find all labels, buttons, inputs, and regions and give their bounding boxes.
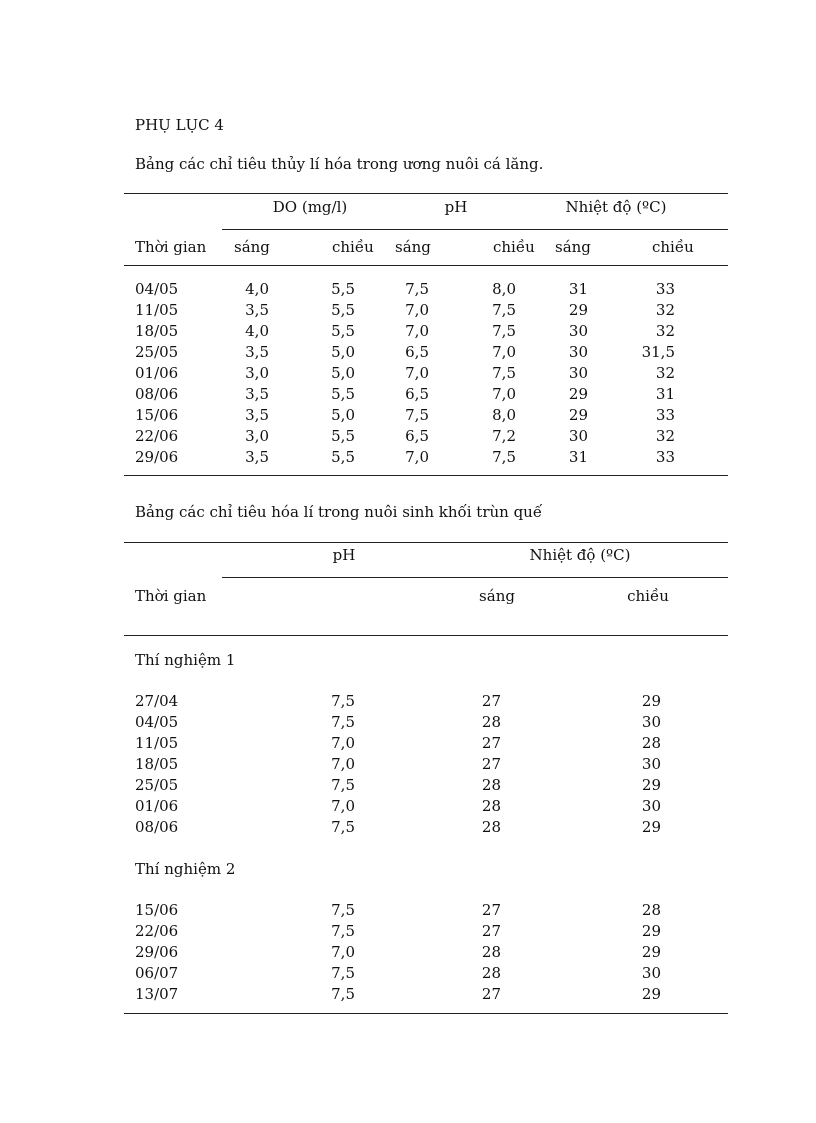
- table-row: [0, 985, 816, 1005]
- cell-date: 18/05: [135, 322, 179, 340]
- cell-temp-chieu: 29: [641, 943, 661, 961]
- table1-bottom-rule: [124, 475, 728, 476]
- cell-temp-sang: 29: [568, 406, 588, 424]
- cell-do-chieu: 5,0: [331, 364, 355, 382]
- table-row: [0, 776, 816, 796]
- cell-ph-chieu: 7,0: [492, 343, 516, 361]
- cell-ph-chieu: 8,0: [492, 280, 516, 298]
- cell-temp-chieu: 29: [641, 692, 661, 710]
- table2-header-ph: pH: [332, 546, 356, 564]
- cell-date: 22/06: [135, 922, 179, 940]
- table2-subheader-chieu: chiều: [627, 587, 669, 605]
- cell-ph: 7,5: [331, 713, 355, 731]
- cell-do-chieu: 5,0: [331, 406, 355, 424]
- table1-header-temp: Nhiệt độ (ºC): [565, 198, 667, 216]
- table1-header-rule: [124, 265, 728, 266]
- appendix-heading: PHỤ LỤC 4: [135, 116, 224, 134]
- table1-subheader-ph-sang: sáng: [395, 238, 431, 256]
- cell-ph-sang: 7,5: [405, 406, 429, 424]
- cell-temp-sang: 30: [568, 427, 588, 445]
- cell-temp-chieu: 33: [655, 280, 675, 298]
- cell-do-chieu: 5,5: [331, 280, 355, 298]
- cell-temp-sang: 28: [481, 964, 501, 982]
- table-row: [0, 755, 816, 775]
- cell-temp-sang: 29: [568, 301, 588, 319]
- cell-temp-sang: 27: [481, 734, 501, 752]
- cell-do-sang: 4,0: [245, 280, 269, 298]
- cell-do-sang: 3,0: [245, 427, 269, 445]
- cell-date: 11/05: [135, 734, 179, 752]
- cell-do-sang: 3,0: [245, 364, 269, 382]
- table2-time-header: Thời gian: [135, 587, 207, 605]
- cell-date: 25/05: [135, 776, 179, 794]
- cell-do-sang: 3,5: [245, 301, 269, 319]
- cell-ph: 7,0: [331, 755, 355, 773]
- cell-ph: 7,0: [331, 734, 355, 752]
- cell-date: 29/06: [135, 943, 179, 961]
- table-row: [0, 322, 816, 342]
- cell-temp-chieu: 29: [641, 818, 661, 836]
- cell-date: 04/05: [135, 713, 179, 731]
- cell-ph-sang: 6,5: [405, 427, 429, 445]
- cell-temp-sang: 28: [481, 713, 501, 731]
- cell-temp-chieu: 32: [655, 322, 675, 340]
- table-row: [0, 280, 816, 300]
- cell-date: 13/07: [135, 985, 179, 1003]
- cell-temp-sang: 30: [568, 343, 588, 361]
- cell-temp-sang: 31: [568, 448, 588, 466]
- cell-ph: 7,5: [331, 776, 355, 794]
- cell-temp-sang: 29: [568, 385, 588, 403]
- table-row: [0, 713, 816, 733]
- group-label: Thí nghiệm 2: [135, 860, 236, 878]
- table1-caption: Bảng các chỉ tiêu thủy lí hóa trong ương nuôi cá lăng.: [135, 155, 544, 173]
- cell-ph-chieu: 8,0: [492, 406, 516, 424]
- table2-header-temp: Nhiệt độ (ºC): [529, 546, 631, 564]
- cell-date: 22/06: [135, 427, 179, 445]
- table-row: [0, 818, 816, 838]
- table-row: [0, 427, 816, 447]
- cell-ph-sang: 6,5: [405, 385, 429, 403]
- cell-ph: 7,5: [331, 964, 355, 982]
- cell-temp-chieu: 30: [641, 713, 661, 731]
- cell-do-chieu: 5,5: [331, 322, 355, 340]
- cell-do-chieu: 5,5: [331, 448, 355, 466]
- cell-temp-chieu: 29: [641, 985, 661, 1003]
- cell-ph-sang: 7,0: [405, 448, 429, 466]
- cell-ph: 7,5: [331, 922, 355, 940]
- table1-subheader-temp-sang: sáng: [555, 238, 591, 256]
- cell-temp-chieu: 29: [641, 922, 661, 940]
- cell-date: 06/07: [135, 964, 179, 982]
- table-row: [0, 385, 816, 405]
- cell-temp-chieu: 32: [655, 427, 675, 445]
- cell-do-chieu: 5,5: [331, 427, 355, 445]
- cell-date: 29/06: [135, 448, 179, 466]
- table-row: [0, 692, 816, 712]
- cell-date: 25/05: [135, 343, 179, 361]
- cell-ph: 7,5: [331, 985, 355, 1003]
- cell-ph: 7,5: [331, 818, 355, 836]
- table1-subheader-ph-chieu: chiều: [493, 238, 535, 256]
- table-row: [0, 901, 816, 921]
- cell-temp-sang: 30: [568, 322, 588, 340]
- table1-subheader-do-chieu: chiều: [332, 238, 374, 256]
- cell-date: 08/06: [135, 385, 179, 403]
- cell-ph-chieu: 7,5: [492, 448, 516, 466]
- group-label: Thí nghiệm 1: [135, 651, 236, 669]
- cell-temp-chieu: 28: [641, 734, 661, 752]
- cell-date: 04/05: [135, 280, 179, 298]
- cell-do-chieu: 5,5: [331, 385, 355, 403]
- table-row: [0, 964, 816, 984]
- cell-temp-sang: 27: [481, 922, 501, 940]
- table2-group-rule: [222, 577, 728, 578]
- cell-ph-sang: 7,0: [405, 364, 429, 382]
- cell-ph-chieu: 7,5: [492, 301, 516, 319]
- cell-do-chieu: 5,0: [331, 343, 355, 361]
- table2-subheader-sang: sáng: [479, 587, 515, 605]
- table1-top-rule: [124, 193, 728, 194]
- cell-temp-chieu: 30: [641, 964, 661, 982]
- cell-temp-sang: 28: [481, 943, 501, 961]
- table1-group-rule: [222, 229, 728, 230]
- cell-ph: 7,5: [331, 901, 355, 919]
- cell-date: 11/05: [135, 301, 179, 319]
- cell-temp-chieu: 30: [641, 797, 661, 815]
- cell-date: 01/06: [135, 364, 179, 382]
- table1-header-do: DO (mg/l): [272, 198, 348, 216]
- cell-ph-sang: 7,0: [405, 301, 429, 319]
- cell-temp-sang: 28: [481, 776, 501, 794]
- table-row: [0, 406, 816, 426]
- cell-do-sang: 4,0: [245, 322, 269, 340]
- table-row: [0, 448, 816, 468]
- cell-date: 18/05: [135, 755, 179, 773]
- cell-date: 27/04: [135, 692, 179, 710]
- table1-time-header: Thời gian: [135, 238, 207, 256]
- table-row: [0, 797, 816, 817]
- cell-do-chieu: 5,5: [331, 301, 355, 319]
- cell-temp-sang: 31: [568, 280, 588, 298]
- cell-temp-sang: 27: [481, 692, 501, 710]
- table1-subheader-temp-chieu: chiều: [652, 238, 694, 256]
- cell-temp-chieu: 29: [641, 776, 661, 794]
- cell-do-sang: 3,5: [245, 343, 269, 361]
- table2-header-rule: [124, 635, 728, 636]
- table1-subheader-do-sang: sáng: [234, 238, 270, 256]
- table-row: [0, 943, 816, 963]
- cell-do-sang: 3,5: [245, 406, 269, 424]
- cell-temp-chieu: 30: [641, 755, 661, 773]
- cell-temp-chieu: 33: [655, 448, 675, 466]
- cell-do-sang: 3,5: [245, 448, 269, 466]
- table2-top-rule: [124, 542, 728, 543]
- cell-ph-chieu: 7,5: [492, 322, 516, 340]
- table-row: [0, 734, 816, 754]
- table1-header-ph: pH: [444, 198, 468, 216]
- cell-ph: 7,0: [331, 943, 355, 961]
- table-row: [0, 364, 816, 384]
- cell-date: 15/06: [135, 901, 179, 919]
- cell-temp-chieu: 32: [655, 364, 675, 382]
- cell-ph-sang: 7,0: [405, 322, 429, 340]
- cell-temp-sang: 27: [481, 985, 501, 1003]
- table2-bottom-rule: [124, 1013, 728, 1014]
- cell-temp-sang: 28: [481, 818, 501, 836]
- cell-temp-sang: 30: [568, 364, 588, 382]
- cell-do-sang: 3,5: [245, 385, 269, 403]
- cell-date: 15/06: [135, 406, 179, 424]
- cell-ph: 7,5: [331, 692, 355, 710]
- cell-ph-chieu: 7,2: [492, 427, 516, 445]
- cell-date: 01/06: [135, 797, 179, 815]
- cell-temp-chieu: 32: [655, 301, 675, 319]
- cell-ph-sang: 6,5: [405, 343, 429, 361]
- cell-ph-chieu: 7,5: [492, 364, 516, 382]
- cell-temp-chieu: 31,5: [641, 343, 675, 361]
- cell-ph: 7,0: [331, 797, 355, 815]
- table-row: [0, 301, 816, 321]
- cell-ph-chieu: 7,0: [492, 385, 516, 403]
- cell-ph-sang: 7,5: [405, 280, 429, 298]
- cell-temp-sang: 27: [481, 755, 501, 773]
- cell-temp-chieu: 33: [655, 406, 675, 424]
- cell-date: 08/06: [135, 818, 179, 836]
- cell-temp-chieu: 28: [641, 901, 661, 919]
- table-row: [0, 922, 816, 942]
- cell-temp-sang: 27: [481, 901, 501, 919]
- table-row: [0, 343, 816, 363]
- cell-temp-sang: 28: [481, 797, 501, 815]
- table2-caption: Bảng các chỉ tiêu hóa lí trong nuôi sinh khối trùn quế: [135, 503, 543, 521]
- cell-temp-chieu: 31: [655, 385, 675, 403]
